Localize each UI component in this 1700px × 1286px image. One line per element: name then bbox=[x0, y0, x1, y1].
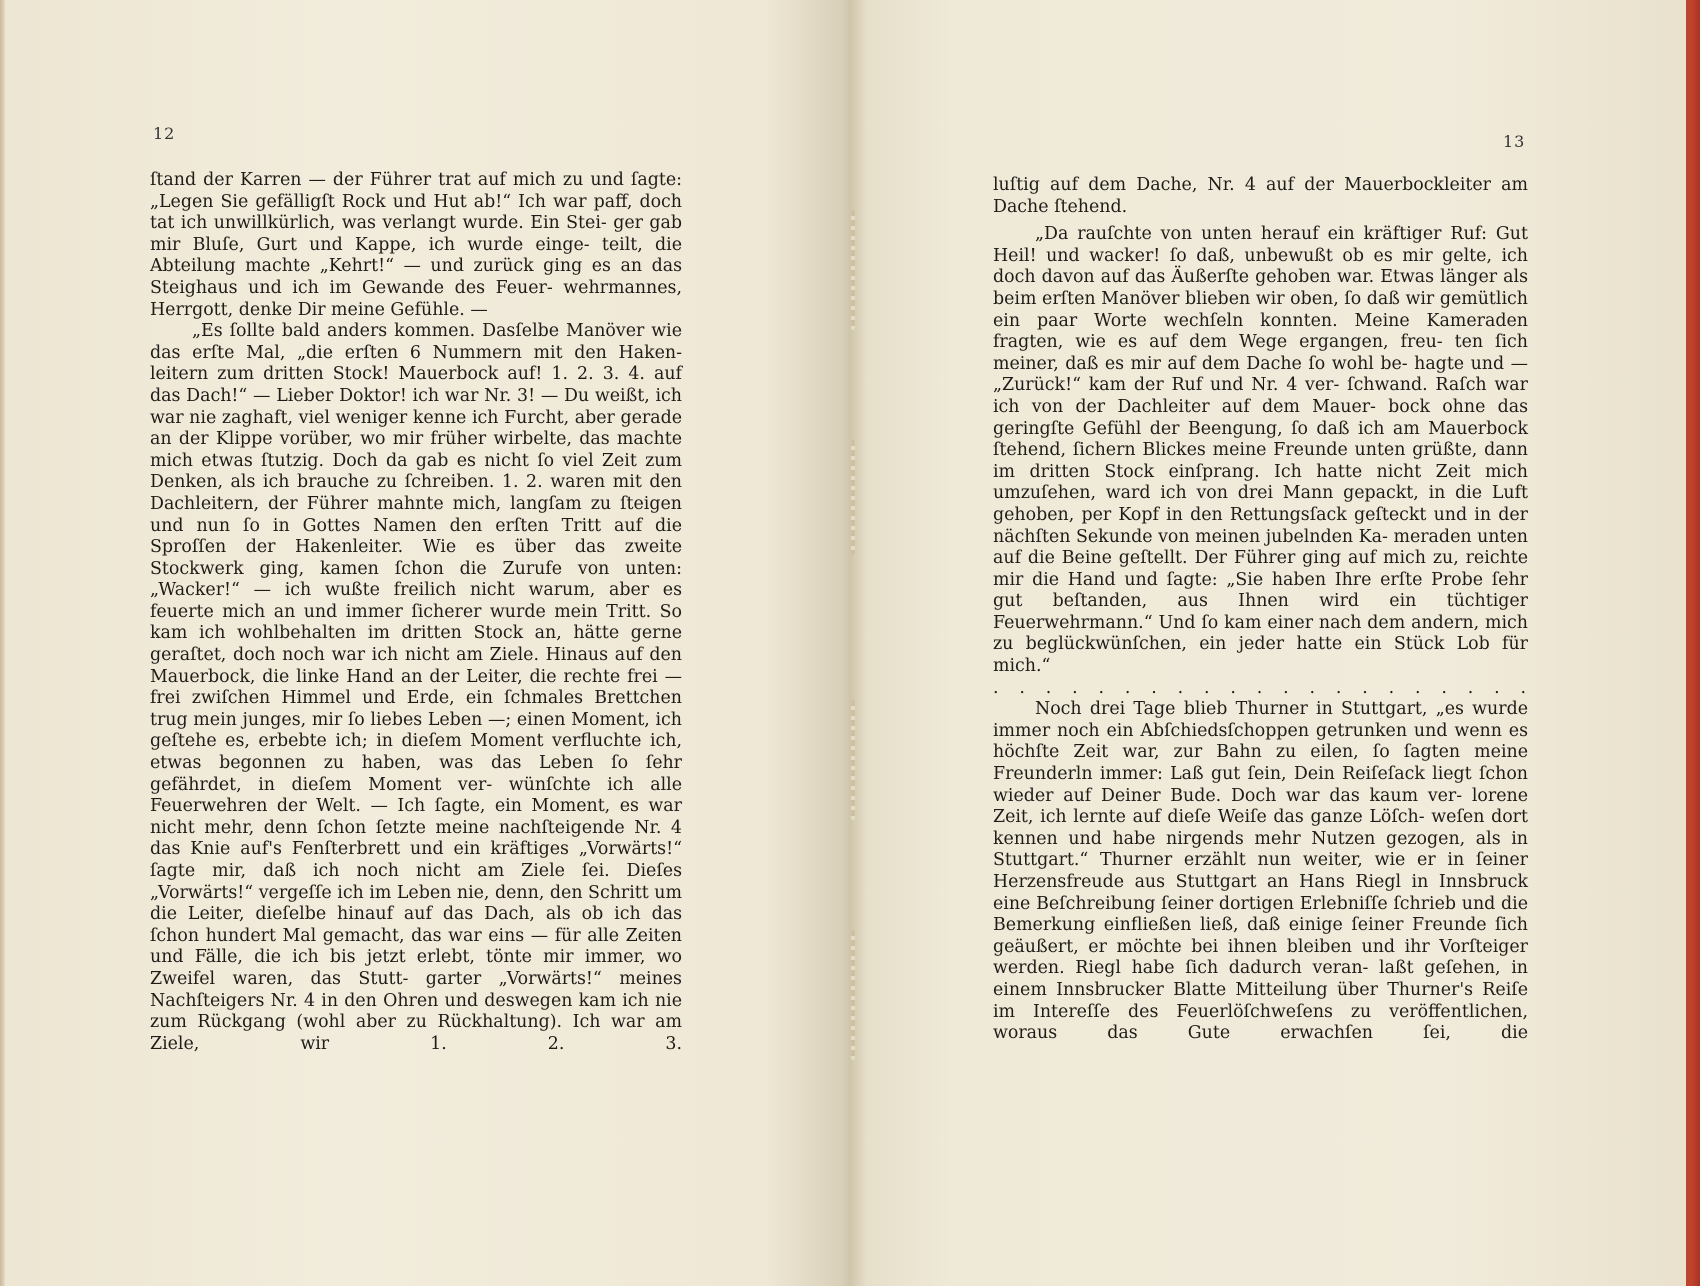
paragraph: luſtig auf dem Dache, Nr. 4 auf der Mauerbockleiter am Dache ſtehend. bbox=[993, 175, 1528, 217]
paragraph: Noch drei Tage blieb Thurner in Stuttgart, „es wurde immer noch ein Abſchiedsſchoppen getrunken und wenn es höchſte Zeit war, zur Bahn zu eilen, ſo ſagten meine Freunderln immer: Laß gut ſein, Dein Reiſeſack liegt ſchon wieder auf Deiner Bude. Doch war das kaum ver- lorene Zeit, ich lernte auf dieſe Weiſe das ganze Löſch- weſen dort kennen und habe nirgends mehr Nutzen gezogen, als in Stuttgart.“ Thurner erzählt nun weiter, wie er in ſeiner Herzensfreude aus Stuttgart an Hans Riegl in Innsbruck eine Beſchreibung ſeiner dortigen Erlebniſſe ſchrieb und die Bemerkung einfließen ließ, daß einige ſeiner Freunde ſich geäußert, er möchte bei ihnen bleiben und ihr Vorſteiger werden. Riegl habe ſich dadurch veran- laßt geſehen, in einem Innsbrucker Blatte Mitteilung über Thurner's Reiſe im Intereſſe des Feuerlöſchweſens zu veröffentlichen, woraus das Gute erwachſen ſei, die bbox=[993, 699, 1528, 1044]
left-page-text bbox=[150, 170, 682, 1055]
section-break-dots: . . . . . . . . . . . . . . . . . . . . . bbox=[993, 677, 1528, 698]
paragraph: „Es ſollte bald anders kommen. Dasſelbe Manöver wie das erſte Mal, „die erſten 6 Nummern mit den Haken- leitern zum dritten Stock! Mauerbock auf! 1. 2. 3. 4. auf das Dach!“ — Lieber Doktor! ich war Nr. 3! — Du weißt, ich war nie zaghaft, viel weniger kenne ich Furcht, aber gerade an der Klippe vorüber, wo mir früher wirbelte, das machte mich etwas ſtutzig. Doch da gab es nicht ſo viel Zeit zum Denken, als ich brauche zu ſchreiben. 1. 2. waren mit den Dachleitern, der Führer mahnte mich, langſam zu ſteigen und nun ſo in Gottes Namen den erſten Tritt auf die Sproſſen der Hakenleiter. Wie es über das zweite Stockwerk ging, kamen ſchon die Zurufe von unten: „Wacker!“ — ich wußte freilich nicht warum, aber es feuerte mich an und immer ſicherer wurde mein Tritt. So kam ich wohlbehalten im dritten Stock an, hätte gerne geraſtet, doch noch war ich nicht am Ziele. Hinaus auf den Mauerbock, die linke Hand an der Leiter, die rechte frei — frei zwiſchen Himmel und Erde, ein ſchmales Brettchen trug mein junges, mir ſo liebes Leben —; einen Moment, ich geſtehe es, erbebte ich; in dieſem Moment verfluchte ich, etwas begonnen zu haben, was das Leben ſo ſehr gefährdet, in dieſem Moment ver- wünſchte ich alle Feuerwehren der Welt. — Ich ſagte, ein Moment, es war nicht mehr, denn ſchon ſetzte meine nachſteigende Nr. 4 das Knie auf's Fenſterbrett und ein kräftiges „Vorwärts!“ ſagte mir, daß ich noch nicht am Ziele ſei. Dieſes „Vorwärts!“ vergeſſe ich im Leben nie, denn, den Schritt um die Leiter, dieſelbe hinauf auf das Dach, als ob ich das ſchon hundert Mal gemacht, das war eins — für alle Zeiten und Fälle, die ich bis jetzt erlebt, tönte mir immer, wo Zweifel waren, das Stutt- garter „Vorwärts!“ meines Nachſteigers Nr. 4 in den Ohren und deswegen kam ich nie zum Rückgang (wohl aber zu Rückhaltung). Ich war am Ziele, wir 1. 2. 3. bbox=[150, 321, 682, 1054]
page-number-right: 13 bbox=[1503, 132, 1526, 151]
right-page bbox=[850, 0, 1700, 1286]
paragraph: ſtand der Karren — der Führer trat auf mich zu und ſagte: „Legen Sie gefälligſt Rock und Hut ab!“ Ich war paff, doch tat ich unwillkürlich, was verlangt wurde. Ein Stei- ger gab mir Bluſe, Gurt und Kappe, ich wurde einge- teilt, die Abteilung machte „Kehrt!“ — und zurück ging es an das Steighaus und ich im Gewande des Feuer- wehrmannes, Herrgott, denke Dir meine Gefühle. — bbox=[150, 170, 682, 320]
right-page-text bbox=[993, 175, 1528, 1045]
paragraph: „Da rauſchte von unten herauf ein kräftiger Ruf: Gut Heil! und wacker! ſo daß, unbewußt ob es mir gelte, ich doch davon auf das Äußerſte gehoben war. Etwas länger als beim erſten Manöver blieben wir oben, ſo daß wir gemütlich ein paar Worte wechſeln konnten. Meine Kameraden fragten, wie es auf dem Wege ergangen, freu- ten ſich meiner, daß es mir auf dem Dache ſo wohl be- hagte und — „Zurück!“ kam der Ruf und Nr. 4 ver- ſchwand. Raſch war ich von der Dachleiter auf dem Mauer- bock ohne das geringſte Gefühl der Beengung, ſo daß ich am Mauerbock ſtehend, ſichern Blickes meine Freunde unten grüßte, dann im dritten Stock einſprang. Ich hatte nicht Zeit mich umzuſehen, ward ich von drei Mann gepackt, in die Luft gehoben, per Kopf in den Rettungsſack geſteckt und in der nächſten Sekunde von meinen jubelnden Ka- meraden unten auf die Beine geſtellt. Der Führer ging auf mich zu, reichte mir die Hand und ſagte: „Sie haben Ihre erſte Probe ſehr gut beſtanden, aus Ihnen wird ein tüchtiger Feuerwehrmann.“ Und ſo kam einer nach dem andern, mich zu beglückwünſchen, ein jeder hatte ein Stück Lob für mich.“ bbox=[993, 224, 1528, 677]
page-number-left: 12 bbox=[153, 124, 176, 143]
